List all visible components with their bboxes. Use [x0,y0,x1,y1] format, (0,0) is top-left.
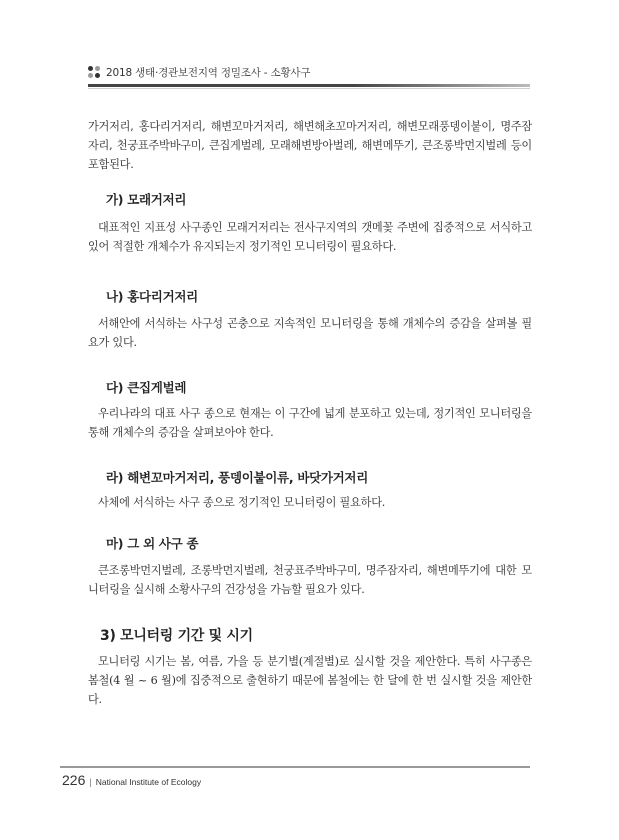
section-heading-red-legged-darkling: 나) 홍다리거저리 [106,289,198,304]
footer-rule [60,766,530,768]
footer-organization: National Institute of Ecology [95,777,202,787]
section-heading-other-species: 마) 그 외 사구 종 [106,536,199,551]
page-number: 226 [62,772,86,788]
footer-separator: | [89,777,92,787]
intro-paragraph: 가거저리, 홍다리거저리, 해변꼬마거저리, 해변해초꼬마거저리, 해변모래풍뎅이붙이, 명주잠자리, 천궁표주박바구미, 큰집게벌레, 모래해변방아벌레, 해변메뚜기, 큰조롱박먼지벌레 등이 포함된다. [88,120,532,171]
section-heading-beach-beetles: 라) 해변꼬마거저리, 풍뎅이붙이류, 바닷가거저리 [106,470,368,485]
section-heading-sand-darkling: 가) 모래거저리 [106,192,187,207]
section-text-beach-beetles: 사체에 서식하는 사구 종으로 정기적인 모니터링이 필요하다. [98,496,386,509]
section-heading-monitoring-period: 3) 모니터링 기간 및 시기 [100,628,253,644]
section-text-earwig: 우리나라의 대표 사구 종으로 현재는 이 구간에 넓게 분포하고 있는데, 정기적인 모니터링을 통해 개체수의 증감을 살펴보아야 한다. [88,407,532,439]
page-footer [62,772,201,788]
running-header [88,64,310,80]
header-dots-icon [88,66,101,79]
header-rule [88,84,530,87]
section-text-monitoring-period: 모니터링 시기는 봄, 여름, 가을 등 분기별(계절별)로 실시할 것을 제안한다. 특히 사구종은 봄철(4 월 ~ 6 월)에 집중적으로 출현하기 때문에 봄철에는 한 달에 한 번 실시할 것을 제안한다. [88,655,532,706]
header-title: 2018 생태·경관보전지역 정밀조사 - 소황사구 [106,66,311,79]
section-text-red-legged-darkling: 서해안에 서식하는 사구성 곤충으로 지속적인 모니터링을 통해 개체수의 증감을 살펴볼 필요가 있다. [88,317,532,349]
section-text-sand-darkling: 대표적인 지표성 사구종인 모래거저리는 전사구지역의 갯메꽃 주변에 집중적으로 서식하고 있어 적절한 개체수가 유지되는지 정기적인 모니터링이 필요하다. [88,221,532,253]
section-heading-earwig: 다) 큰집게벌레 [106,380,187,395]
header-rule-thin [88,88,530,89]
section-text-other-species: 큰조롱박먼지벌레, 조롱박먼지벌레, 천궁표주박바구미, 명주잠자리, 해변메뚜기에 대한 모니터링을 실시해 소황사구의 건강성을 가늠할 필요가 있다. [88,564,532,596]
